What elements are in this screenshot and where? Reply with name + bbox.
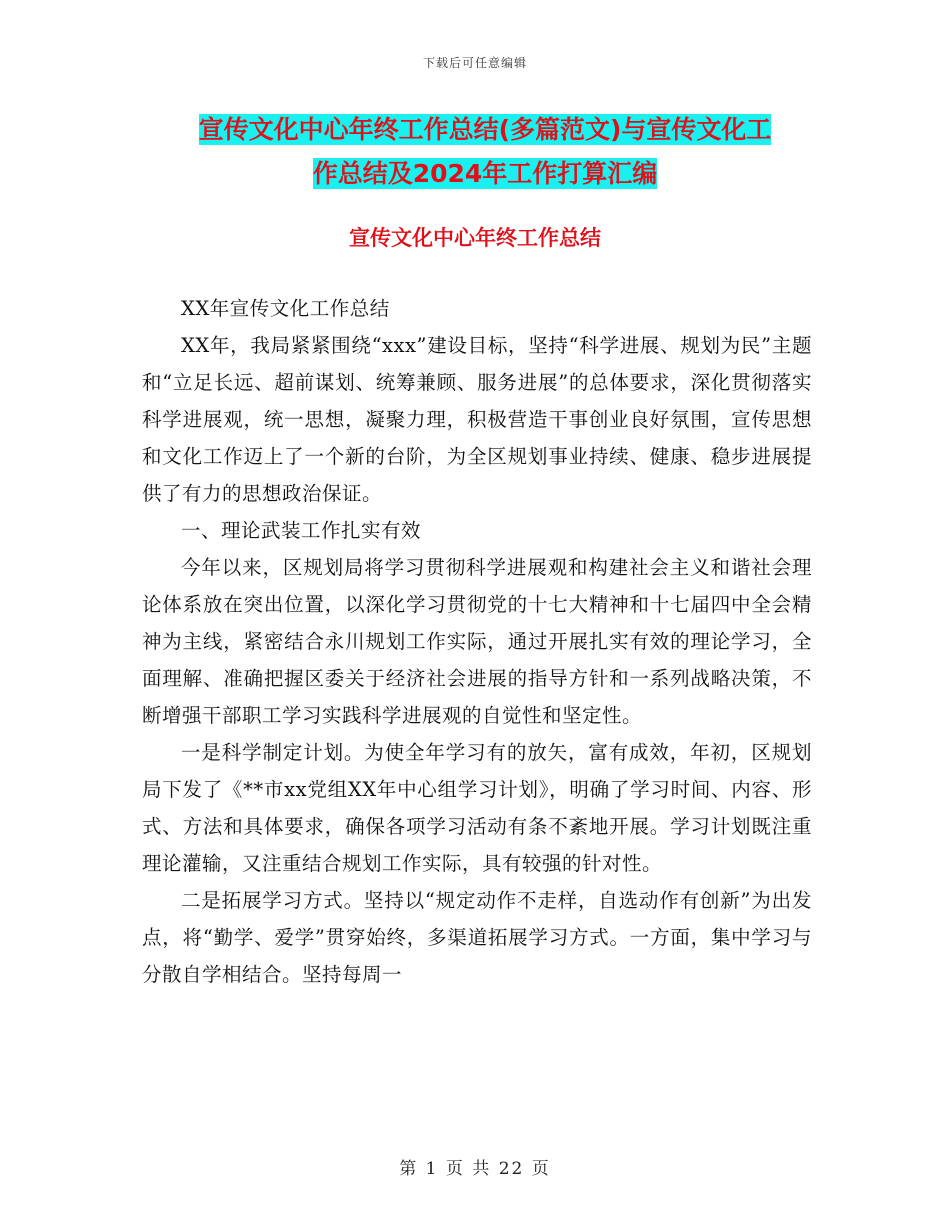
document-title [140,108,830,196]
paragraph: 一、理论武装工作扎实有效 [181,519,422,542]
paragraph: XX年宣传文化工作总结 [181,297,390,320]
document-title-line-2: 作总结及2024年工作打算汇编 [312,159,658,188]
paragraph: XX年，我局紧紧围绕“xxx”建设目标，坚持“科学进展、规划为民”主题和“立足长远、超前谋划、统筹兼顾、服务进展”的总体要求，深化贯彻落实科学进展观，统一思想，凝聚力理，积极营造干事创业良好氛围，宣传思想和文化工作迈上了一个新的台阶，为全区规划事业持续、健康、稳步进展提供了有力的思想政治保证。 [142,334,812,505]
section-title: 宣传文化中心年终工作总结 [349,226,601,250]
paragraph: 一是科学制定计划。为使全年学习有的放矢，富有成效，年初，区规划局下发了《**市xx党组XX年中心组学习计划》，明确了学习时间、内容、形式、方法和具体要求，确保各项学习活动有条不紊地开展。学习计划既注重理论灌输，又注重结合规划工作实际，具有较强的针对性。 [142,741,812,875]
document-title-line-1: 宣传文化中心年终工作总结(多篇范文)与宣传文化工 [198,115,772,144]
header-note: 下载后可任意编辑 [422,56,527,70]
document-body [142,290,812,993]
paragraph: 二是拓展学习方式。坚持以“规定动作不走样，自选动作有创新”为出发点，将“勤学、爱学”贯穿始终，多渠道拓展学习方式。一方面，集中学习与分散自学相结合。坚持每周一 [142,889,812,986]
page-indicator: 第 1 页 共 22 页 [399,1159,551,1179]
paragraph: 今年以来，区规划局将学习贯彻科学进展观和构建社会主义和谐社会理论体系放在突出位置，以深化学习贯彻党的十七大精神和十七届四中全会精神为主线，紧密结合永川规划工作实际，通过开展扎实有效的理论学习，全面理解、准确把握区委关于经济社会进展的指导方针和一系列战略决策，不断增强干部职工学习实践科学进展观的自觉性和坚定性。 [142,556,812,727]
